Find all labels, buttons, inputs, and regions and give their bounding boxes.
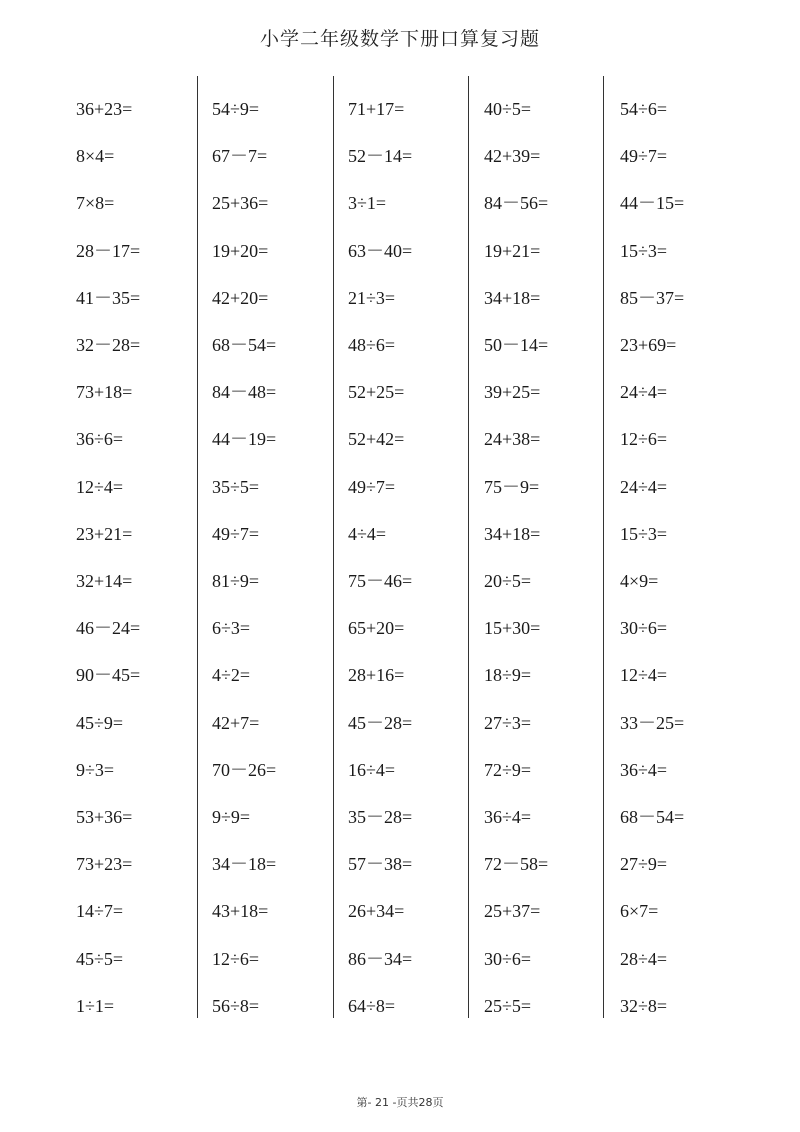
arithmetic-problem: 24÷4= — [620, 476, 668, 497]
arithmetic-problem: 67－7= — [212, 146, 268, 167]
exercise-column — [62, 87, 198, 1017]
arithmetic-problem: 44－15= — [620, 193, 685, 214]
arithmetic-problem: 45÷9= — [76, 712, 124, 733]
arithmetic-problem: 7×8= — [76, 193, 115, 214]
arithmetic-problem: 73+23= — [76, 854, 133, 875]
arithmetic-problem: 32+14= — [76, 571, 133, 591]
arithmetic-problem: 49÷7= — [348, 476, 396, 497]
arithmetic-problem: 72÷9= — [484, 759, 532, 780]
arithmetic-problem: 90－45= — [76, 665, 141, 686]
arithmetic-problem: 9÷3= — [76, 759, 115, 780]
arithmetic-problem: 20÷5= — [484, 571, 532, 591]
arithmetic-problem: 36÷4= — [620, 759, 668, 780]
arithmetic-problem: 30÷6= — [484, 948, 532, 969]
arithmetic-problem: 68－54= — [212, 335, 277, 355]
arithmetic-problem: 64÷8= — [348, 995, 396, 1016]
arithmetic-problem: 65+20= — [348, 618, 405, 639]
arithmetic-problem: 25÷5= — [484, 995, 532, 1016]
arithmetic-problem: 6÷3= — [212, 618, 251, 639]
arithmetic-problem: 3÷1= — [348, 193, 387, 214]
arithmetic-problem: 41－35= — [76, 287, 141, 308]
arithmetic-problem: 36÷6= — [76, 429, 124, 450]
arithmetic-problem: 57－38= — [348, 854, 413, 875]
arithmetic-problem: 27÷3= — [484, 712, 532, 733]
arithmetic-problem: 21÷3= — [348, 287, 396, 308]
arithmetic-problem: 33－25= — [620, 712, 685, 733]
exercise-grid — [62, 87, 742, 1017]
arithmetic-problem: 12÷4= — [620, 665, 668, 686]
arithmetic-problem: 39+25= — [484, 382, 541, 403]
arithmetic-problem: 19+20= — [212, 240, 269, 261]
arithmetic-problem: 6×7= — [620, 901, 659, 922]
arithmetic-problem: 49÷7= — [620, 146, 668, 167]
arithmetic-problem: 27÷9= — [620, 854, 668, 875]
arithmetic-problem: 16÷4= — [348, 759, 396, 780]
arithmetic-problem: 8×4= — [76, 146, 115, 167]
arithmetic-problem: 52+25= — [348, 382, 405, 403]
arithmetic-problem: 25+36= — [212, 193, 269, 214]
arithmetic-problem: 73+18= — [76, 382, 133, 403]
arithmetic-problem: 45－28= — [348, 712, 413, 733]
arithmetic-problem: 30÷6= — [620, 618, 668, 639]
arithmetic-problem: 4×9= — [620, 571, 659, 591]
arithmetic-problem: 35－28= — [348, 807, 413, 827]
arithmetic-problem: 12÷6= — [620, 429, 668, 450]
arithmetic-problem: 32÷8= — [620, 995, 668, 1016]
arithmetic-problem: 40÷5= — [484, 99, 532, 119]
arithmetic-problem: 24+38= — [484, 429, 541, 450]
arithmetic-problem: 1÷1= — [76, 995, 115, 1016]
arithmetic-problem: 54÷9= — [212, 99, 260, 119]
arithmetic-problem: 52－14= — [348, 146, 413, 167]
arithmetic-problem: 15÷3= — [620, 523, 668, 544]
arithmetic-problem: 42+7= — [212, 712, 260, 733]
arithmetic-problem: 42+20= — [212, 287, 269, 308]
arithmetic-problem: 25+37= — [484, 901, 541, 922]
arithmetic-problem: 23+69= — [620, 335, 677, 355]
arithmetic-problem: 75－46= — [348, 571, 413, 591]
arithmetic-problem: 81÷9= — [212, 571, 260, 591]
exercise-column — [606, 87, 742, 1017]
arithmetic-problem: 14÷7= — [76, 901, 124, 922]
arithmetic-problem: 70－26= — [212, 759, 277, 780]
arithmetic-problem: 34+18= — [484, 287, 541, 308]
arithmetic-problem: 28－17= — [76, 240, 141, 261]
arithmetic-problem: 85－37= — [620, 287, 685, 308]
exercise-column — [334, 87, 470, 1017]
page-footer: 第- 21 -页共28页 — [356, 1096, 444, 1109]
arithmetic-problem: 71+17= — [348, 99, 405, 119]
arithmetic-problem: 9÷9= — [212, 807, 251, 827]
arithmetic-problem: 19+21= — [484, 240, 541, 261]
arithmetic-problem: 68－54= — [620, 807, 685, 827]
exercise-column — [198, 87, 334, 1017]
arithmetic-problem: 43+18= — [212, 901, 269, 922]
exercise-column — [470, 87, 606, 1017]
arithmetic-problem: 36+23= — [76, 99, 133, 119]
arithmetic-problem: 34+18= — [484, 523, 541, 544]
arithmetic-problem: 28+16= — [348, 665, 405, 686]
arithmetic-problem: 84－48= — [212, 382, 277, 403]
arithmetic-problem: 36÷4= — [484, 807, 532, 827]
arithmetic-problem: 12÷4= — [76, 476, 124, 497]
arithmetic-problem: 23+21= — [76, 523, 133, 544]
arithmetic-problem: 54÷6= — [620, 99, 668, 119]
arithmetic-problem: 52+42= — [348, 429, 405, 450]
arithmetic-problem: 44－19= — [212, 429, 277, 450]
arithmetic-problem: 72－58= — [484, 854, 549, 875]
arithmetic-problem: 24÷4= — [620, 382, 668, 403]
arithmetic-problem: 48÷6= — [348, 335, 396, 355]
arithmetic-problem: 15+30= — [484, 618, 541, 639]
arithmetic-problem: 49÷7= — [212, 523, 260, 544]
arithmetic-problem: 50－14= — [484, 335, 549, 355]
arithmetic-problem: 42+39= — [484, 146, 541, 167]
arithmetic-problem: 35÷5= — [212, 476, 260, 497]
arithmetic-problem: 34－18= — [212, 854, 277, 875]
arithmetic-problem: 4÷4= — [348, 523, 387, 544]
arithmetic-problem: 26+34= — [348, 901, 405, 922]
arithmetic-problem: 45÷5= — [76, 948, 124, 969]
arithmetic-problem: 15÷3= — [620, 240, 668, 261]
arithmetic-problem: 32－28= — [76, 335, 141, 355]
page-title: 小学二年级数学下册口算复习题 — [259, 28, 540, 50]
arithmetic-problem: 86－34= — [348, 948, 413, 969]
arithmetic-problem: 75－9= — [484, 476, 540, 497]
arithmetic-problem: 18÷9= — [484, 665, 532, 686]
arithmetic-problem: 4÷2= — [212, 665, 251, 686]
arithmetic-problem: 53+36= — [76, 807, 133, 827]
arithmetic-problem: 46－24= — [76, 618, 141, 639]
arithmetic-problem: 12÷6= — [212, 948, 260, 969]
arithmetic-problem: 56÷8= — [212, 995, 260, 1016]
arithmetic-problem: 63－40= — [348, 240, 413, 261]
arithmetic-problem: 28÷4= — [620, 948, 668, 969]
arithmetic-problem: 84－56= — [484, 193, 549, 214]
